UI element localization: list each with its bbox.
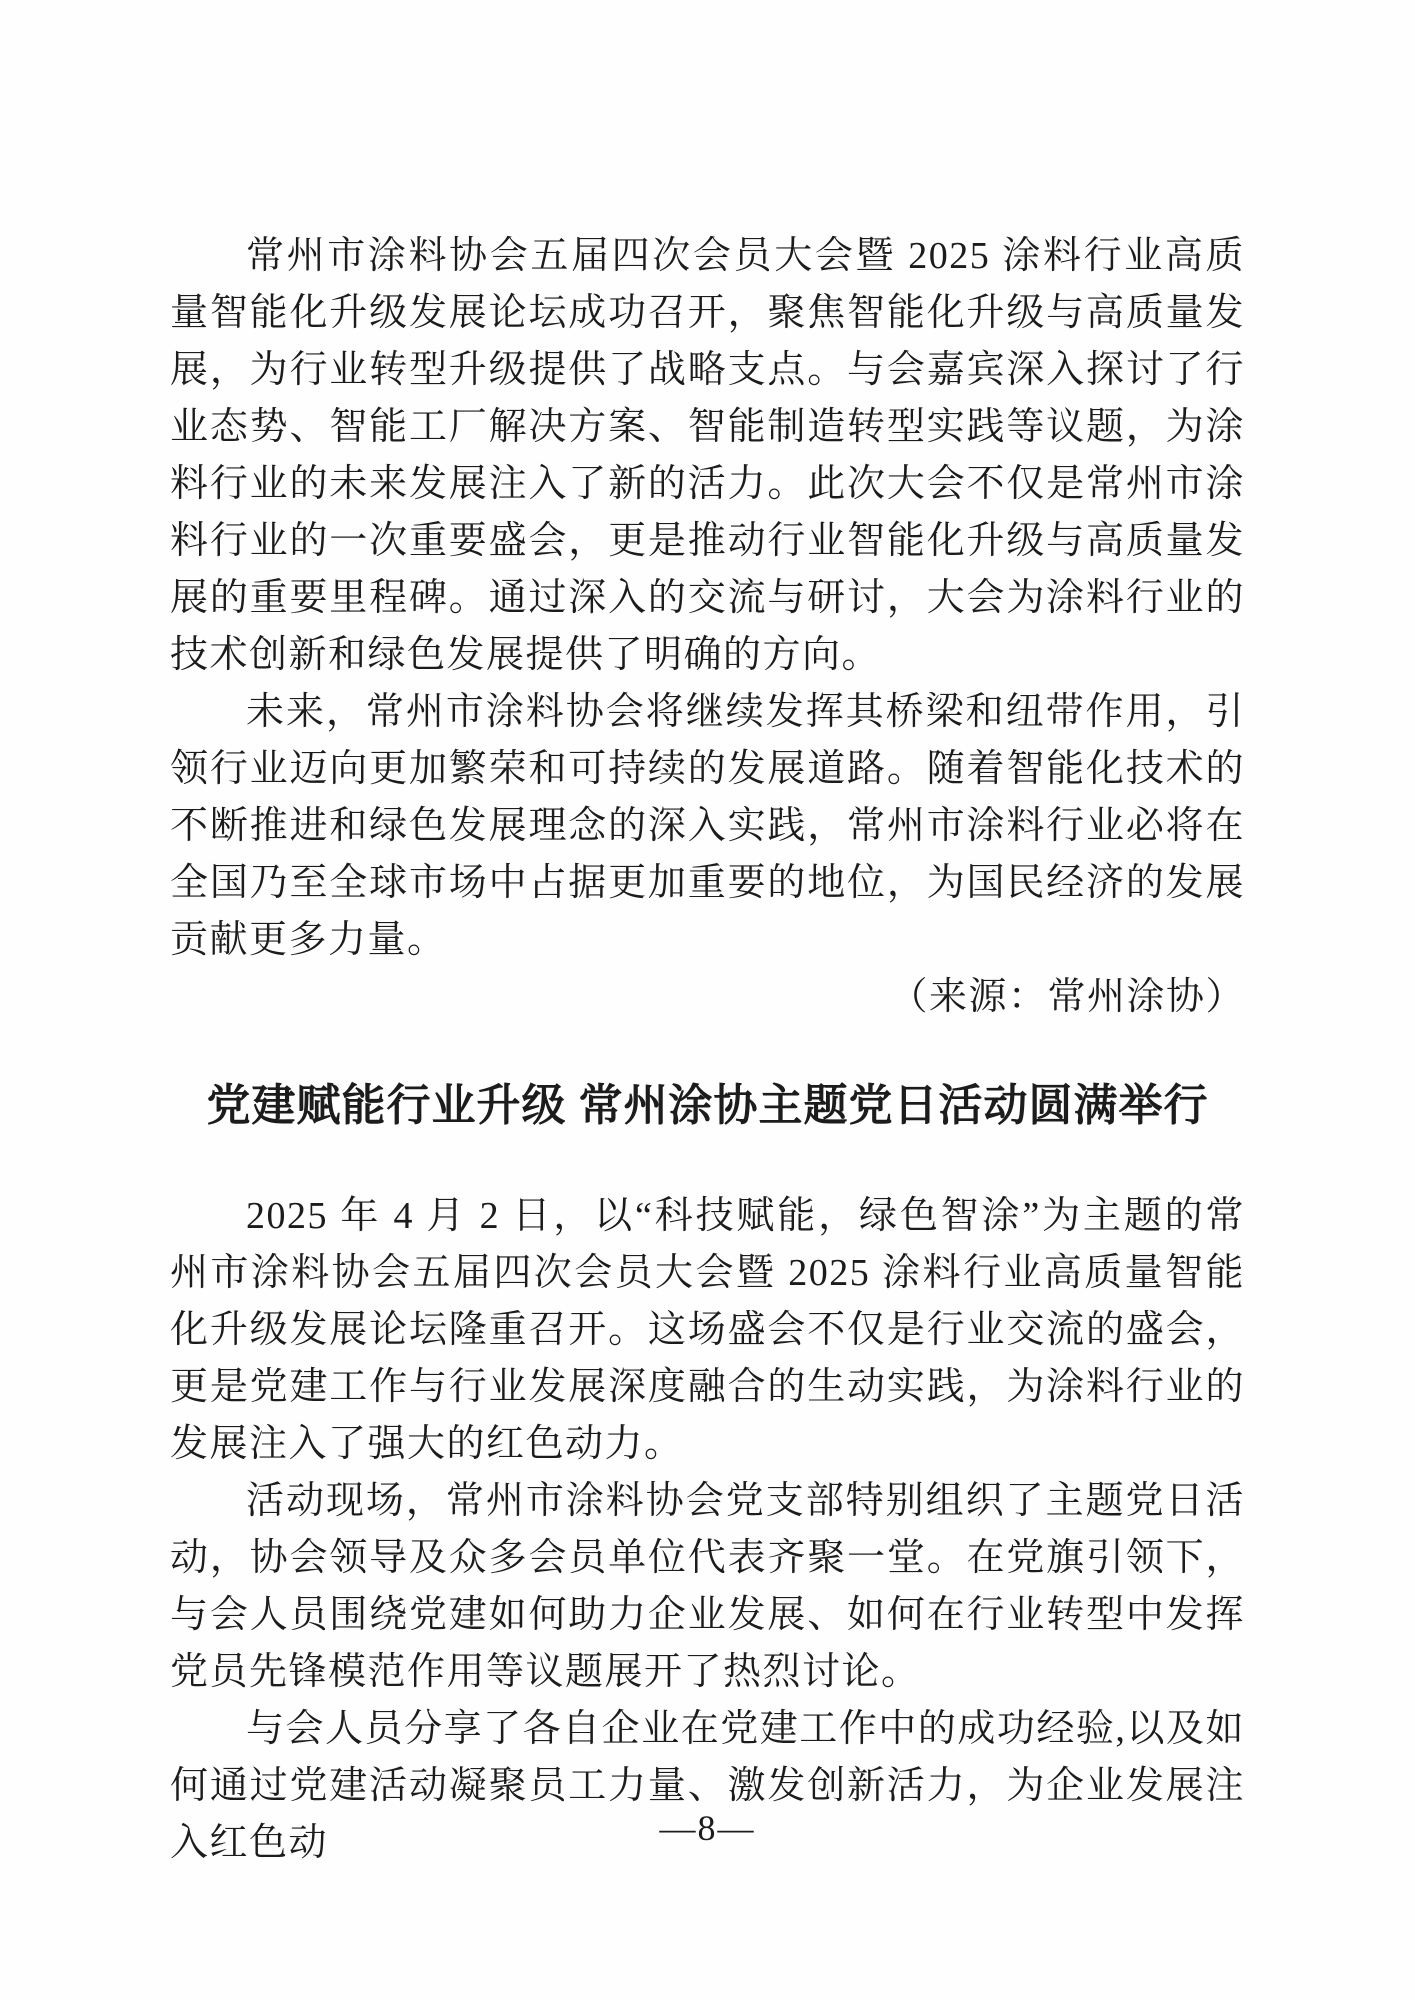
page-number: —8— — [659, 1808, 756, 1848]
article2-paragraph-2: 活动现场，常州市涂料协会党支部特别组织了主题党日活动，协会领导及众多会员单位代表齐聚一堂。在党旗引领下，与会人员围绕党建如何助力企业发展、如何在行业转型中发挥党员先锋模范作用等议题展开了热烈讨论。 — [170, 1480, 1245, 1693]
article-2 — [170, 1076, 1245, 1872]
source-attribution: （来源：常州涂协） — [889, 976, 1245, 1018]
article2-headline: 党建赋能行业升级 常州涂协主题党日活动圆满举行 — [206, 1081, 1209, 1130]
article2-paragraph-1: 2025 年 4 月 2 日，以“科技赋能，绿色智涂”为主题的常州市涂料协会五届四次会员大会暨 2025 涂料行业高质量智能化升级发展论坛隆重召开。这场盛会不仅是行业交流的盛会，更是党建工作与行业发展深度融合的生动实践，为涂料行业的发展注入了强大的红色动力。 — [170, 1195, 1245, 1465]
article2-paragraph-3: 与会人员分享了各自企业在党建工作中的成功经验,以及如何通过党建活动凝聚员工力量、激发创新活力，为企业发展注入红色动 — [170, 1708, 1245, 1864]
page-content — [170, 228, 1245, 1872]
article-1 — [170, 228, 1245, 1026]
article1-paragraph-1: 常州市涂料协会五届四次会员大会暨 2025 涂料行业高质量智能化升级发展论坛成功召开，聚焦智能化升级与高质量发展，为行业转型升级提供了战略支点。与会嘉宾深入探讨了行业态势、智能工厂解决方案、智能制造转型实践等议题，为涂料行业的未来发展注入了新的活力。此次大会不仅是常州市涂料行业的一次重要盛会，更是推动行业智能化升级与高质量发展的重要里程碑。通过深入的交流与研讨，大会为涂料行业的技术创新和绿色发展提供了明确的方向。 — [170, 235, 1245, 676]
article1-paragraph-2: 未来，常州市涂料协会将继续发挥其桥梁和纽带作用，引领行业迈向更加繁荣和可持续的发展道路。随着智能化技术的不断推进和绿色发展理念的深入实践，常州市涂料行业必将在全国乃至全球市场中占据更加重要的地位，为国民经济的发展贡献更多力量。 — [170, 691, 1245, 961]
